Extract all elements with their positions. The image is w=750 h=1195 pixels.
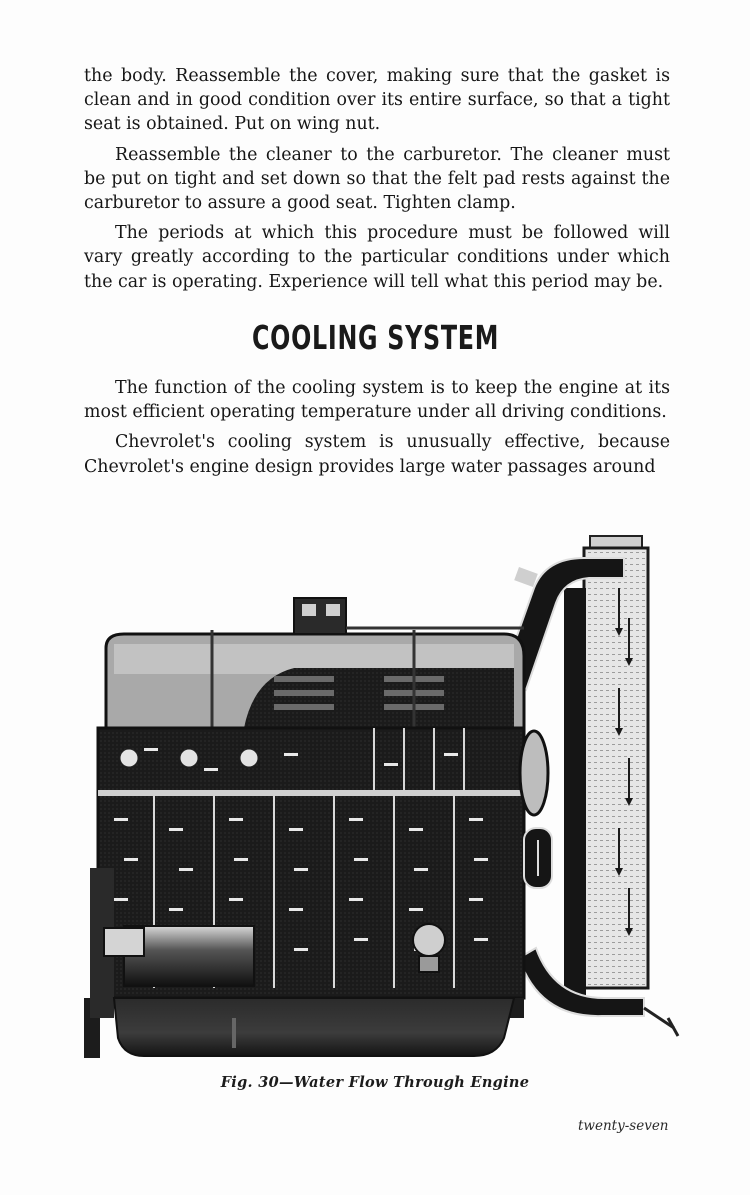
engine-illustration-icon bbox=[84, 528, 684, 1058]
paragraph-cooling-effective: Chevrolet's cooling system is unusually effective, because Chevrolet's engine design provides large water passages around bbox=[84, 432, 670, 477]
top-text-block bbox=[84, 64, 670, 300]
engine-cutaway-figure bbox=[84, 528, 684, 1058]
figure-caption: Fig. 30—Water Flow Through Engine bbox=[220, 1074, 530, 1091]
paragraph-cooling-function: The function of the cooling system is to keep the engine at its most efficient operating temperature under all driving conditions. bbox=[84, 378, 670, 423]
section-heading-cooling-system: COOLING SYSTEM bbox=[252, 318, 500, 357]
paragraph-reassemble-cover: the body. Reassemble the cover, making sure that the gasket is clean and in good condition over its entire surface, so that a tight seat is obtained. Put on wing nut. bbox=[84, 66, 670, 135]
paragraph-reassemble-cleaner: Reassemble the cleaner to the carburetor. The cleaner must be put on tight and set down so that the felt pad rests against the carburetor to assure a good seat. Tighten clamp. bbox=[84, 144, 670, 214]
section-text-block bbox=[84, 376, 670, 485]
page-number: twenty-seven bbox=[578, 1118, 669, 1134]
paragraph-procedure-periods: The periods at which this procedure must be followed will vary greatly according to the particular conditions under which the car is operating. Experience will tell what this period may be. bbox=[84, 223, 670, 292]
